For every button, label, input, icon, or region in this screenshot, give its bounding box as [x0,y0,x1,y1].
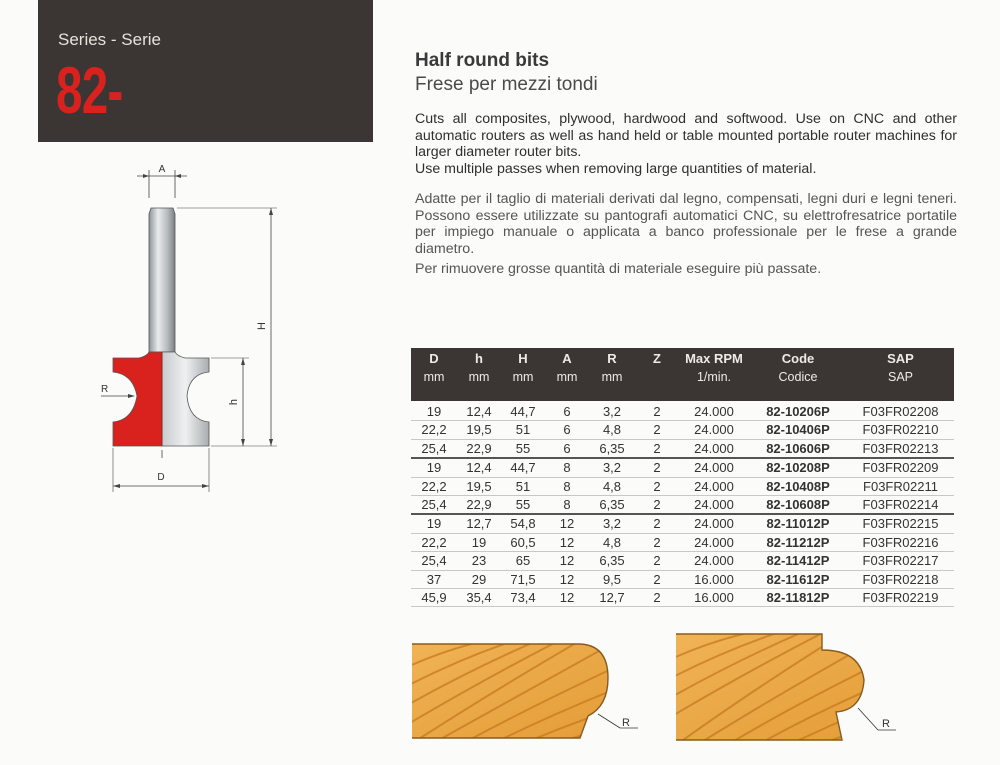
cell-r: 6,35 [599,440,625,456]
table-row [411,552,954,570]
description-it-2: Per rimuovere grosse quantità di materiale eseguire più passate. [415,261,822,277]
cell-z: 2 [653,404,661,419]
table-row [411,515,954,533]
cell-code: 82-10208P [766,460,830,476]
cell-rpm: 24.000 [694,460,734,476]
cell-a: 8 [563,478,571,494]
profile2-r-label: R [882,718,890,730]
cell-r: 6,35 [599,496,625,512]
cell-d: 22,2 [421,422,447,438]
cell-d: 19 [426,460,442,476]
cell-h-total: 51 [515,478,531,494]
cell-code: 82-11412P [766,553,830,569]
cell-r: 4,8 [602,478,622,494]
cell-h-small: 19,5 [466,422,492,438]
cell-d: 45,9 [421,589,447,605]
cell-a: 8 [563,460,571,476]
cell-h-small: 35,4 [466,589,492,605]
cell-a: 12 [559,571,575,587]
cell-sap: F03FR02209 [862,460,939,476]
cell-rpm: 24.000 [694,404,734,419]
table-row [411,571,954,589]
col-code-header: Code Codice [778,351,818,384]
table-row [411,440,954,459]
cell-h-small: 29 [471,571,487,587]
cell-z: 2 [653,516,661,532]
series-label: Series - Serie [58,30,161,49]
profile-half-round-bead [672,628,922,748]
cell-h-small: 12,4 [466,460,492,476]
table-row [411,534,954,552]
cell-rpm: 24.000 [694,553,734,569]
cell-r: 4,8 [602,534,622,550]
col-z-header: Z [653,351,661,366]
cell-sap: F03FR02214 [862,496,939,512]
description-en-2: Use multiple passes when removing large quantities of material. [415,161,817,177]
table-row [411,478,954,496]
cell-code: 82-10406P [766,422,830,438]
cell-sap: F03FR02219 [862,589,939,605]
cell-code: 82-11012P [766,516,830,532]
router-bit-drawing [95,150,295,495]
series-number: 82- [56,53,123,127]
cell-z: 2 [653,553,661,569]
cell-r: 3,2 [602,404,622,419]
cell-a: 12 [559,534,575,550]
table-row [411,589,954,607]
cell-rpm: 24.000 [694,534,734,550]
table-row [411,403,954,421]
cell-rpm: 24.000 [694,496,734,512]
title-italian: Frese per mezzi tondi [415,74,598,95]
cell-h-small: 22,9 [466,496,492,512]
cell-r: 9,5 [602,571,622,587]
cell-sap: F03FR02213 [862,440,939,456]
cell-code: 82-10206P [766,404,830,419]
spec-table-body [411,403,954,607]
cell-d: 19 [426,404,442,419]
description-it-1: Adatte per il taglio di materiali derivati dal legno, compensati, legni duri e legni teneri. Possono essere utilizzate su pantografi automatici CNC, su elettrofresatrice portatile per impiego manuale o applicata a banco professionale per le frese a grande diametro. [415,191,957,257]
cell-h-total: 73,4 [510,589,536,605]
cell-code: 82-11212P [766,534,830,550]
cell-z: 2 [653,478,661,494]
dim-h-total-label: H [256,322,268,330]
spec-table-header [411,348,954,401]
cell-rpm: 16.000 [694,571,734,587]
cell-d: 37 [426,571,442,587]
cell-rpm: 16.000 [694,589,734,605]
cell-h-total: 54,8 [510,516,536,532]
cell-d: 19 [426,516,442,532]
cell-a: 6 [563,404,571,419]
cell-rpm: 24.000 [694,422,734,438]
dim-d-label: D [157,472,165,483]
cell-code: 82-11812P [766,589,830,605]
cell-code: 82-10408P [766,478,830,494]
cell-h-small: 23 [471,553,487,569]
cell-h-total: 65 [515,553,531,569]
cell-z: 2 [653,534,661,550]
cell-sap: F03FR02208 [862,404,939,419]
cell-h-total: 55 [515,496,531,512]
col-a-header: A mm [556,351,578,384]
cell-r: 3,2 [602,516,622,532]
cell-h-small: 12,4 [466,404,492,419]
col-h-total-header: H mm [512,351,534,384]
cell-rpm: 24.000 [694,516,734,532]
cell-h-small: 22,9 [466,440,492,456]
profile-half-round-convex [408,636,648,746]
dim-a-label: A [158,164,166,175]
cell-h-total: 55 [515,440,531,456]
cell-a: 6 [563,440,571,456]
cell-r: 4,8 [602,422,622,438]
profile1-r-label: R [622,717,630,729]
cell-z: 2 [653,440,661,456]
cell-d: 25,4 [421,553,447,569]
col-sap-header: SAP SAP [887,351,914,384]
cell-rpm: 24.000 [694,440,734,456]
cell-h-small: 19,5 [466,478,492,494]
description-en-1: Cuts all composites, plywood, hardwood and softwood. Use on CNC and other automatic routers as well as hand held or table mounted portable router machines for larger diameter router bits. [415,111,957,160]
col-rpm-header: Max RPM 1/min. [685,351,743,384]
series-header [38,0,373,142]
cell-sap: F03FR02211 [863,478,938,494]
cell-a: 8 [563,496,571,512]
dim-h-small-label: h [228,398,240,406]
cell-z: 2 [653,589,661,605]
cell-sap: F03FR02215 [862,516,939,532]
col-h-small-header: h mm [468,351,490,384]
cell-z: 2 [653,496,661,512]
cell-z: 2 [653,571,661,587]
cell-code: 82-10608P [766,496,830,512]
cell-a: 6 [563,422,571,438]
cell-h-total: 60,5 [510,534,536,550]
col-d-header: D mm [423,351,445,384]
dim-r-label: R [101,384,109,395]
cell-d: 22,2 [421,534,447,550]
cell-h-total: 71,5 [510,571,536,587]
cell-sap: F03FR02217 [862,553,939,569]
cell-d: 22,2 [421,478,447,494]
cell-d: 25,4 [421,440,447,456]
cell-r: 12,7 [599,589,625,605]
col-r-header: R mm [601,351,623,384]
cell-sap: F03FR02210 [862,422,939,438]
table-row [411,496,954,515]
cell-a: 12 [559,553,575,569]
title-english: Half round bits [415,50,550,71]
cell-code: 82-10606P [766,440,830,456]
cell-h-total: 44,7 [510,460,536,476]
cell-h-small: 19 [471,534,487,550]
cell-a: 12 [559,516,575,532]
table-row [411,421,954,439]
cell-h-total: 44,7 [510,404,536,419]
cell-r: 6,35 [599,553,625,569]
cell-sap: F03FR02216 [862,534,939,550]
cell-z: 2 [653,460,661,476]
cell-h-total: 51 [515,422,531,438]
cell-r: 3,2 [602,460,622,476]
cell-rpm: 24.000 [694,478,734,494]
cell-z: 2 [653,422,661,438]
cell-a: 12 [559,589,575,605]
cell-h-small: 12,7 [466,516,492,532]
cell-code: 82-11612P [766,571,830,587]
table-row [411,459,954,477]
cell-sap: F03FR02218 [862,571,939,587]
cell-d: 25,4 [421,496,447,512]
